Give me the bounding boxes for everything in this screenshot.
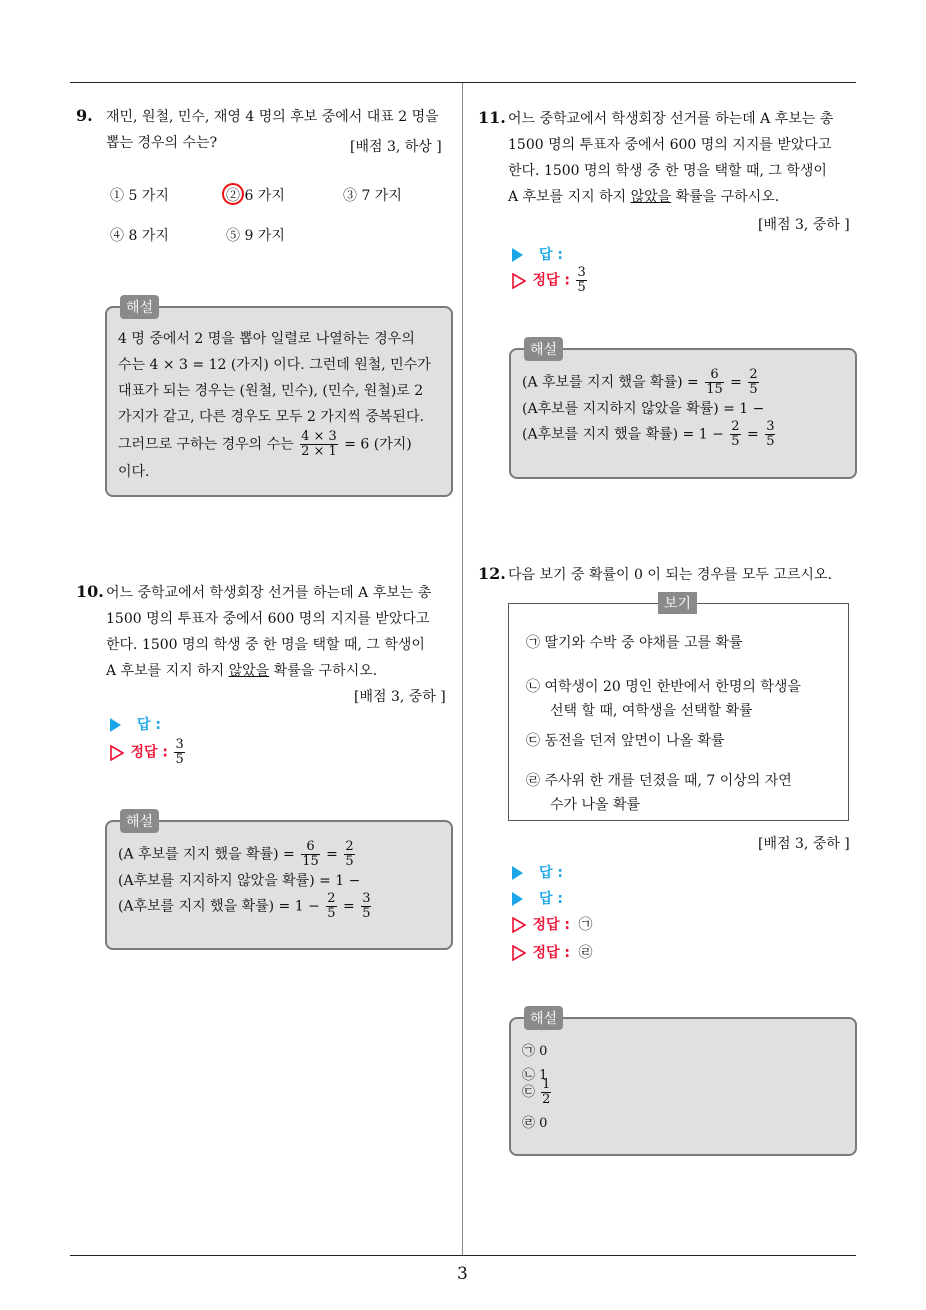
correct-answer-label: 정답 :	[532, 272, 570, 289]
outline-triangle-icon	[110, 745, 124, 761]
numerator: 1	[542, 1077, 551, 1092]
solution-text-q9	[118, 326, 431, 485]
solution-line: 수는 4 × 3 = 12 (가지) 이다. 그런데 원철, 민수가	[118, 357, 431, 373]
question-text-line2: 1500 명의 투표자 중에서 600 명의 지지를 받았다고	[106, 611, 430, 627]
play-triangle-icon	[512, 248, 523, 262]
question-number: 9.	[76, 106, 93, 125]
page-number: 3	[457, 1264, 468, 1284]
play-triangle-icon	[512, 866, 523, 880]
solution-line: (A 후보를 지지 했을 확률) = $\frac{6}{15}$ = $\frac{2}{5}$	[118, 839, 354, 869]
answer-row	[512, 888, 563, 908]
solution-line: ㉡ 1	[522, 1068, 548, 1083]
solution-tag: 해설	[524, 1006, 563, 1030]
play-triangle-icon	[110, 718, 121, 732]
correct-answer-row	[512, 266, 589, 295]
solution-tag: 해설	[120, 809, 159, 833]
solution-line	[522, 1078, 553, 1112]
solution-line: 대표가 되는 경우는 (원철, 민수), (민수, 원철)로 2	[118, 383, 424, 399]
solution-line: (A 후보를 지지 했을 확률) = $\frac{6}{15}$ = $\frac{2}{5}$	[522, 367, 758, 397]
underlined-text: 않았을	[228, 663, 270, 679]
denominator: 2	[542, 1092, 551, 1107]
question-text-line1: 어느 중학교에서 학생회장 선거를 하는데 A 후보는 총	[106, 585, 432, 601]
text: (A 후보를 지지 했을 확률) =	[522, 374, 699, 391]
numerator: 3	[766, 419, 775, 434]
fraction	[541, 1078, 551, 1107]
answer-label: 답 :	[137, 717, 161, 733]
denominator: 5	[175, 752, 184, 767]
bogi-tag: 보기	[658, 592, 697, 614]
solution-line-fraction	[118, 430, 431, 459]
question-text-line4	[508, 184, 779, 210]
correct-answer-value: ㉠	[578, 917, 593, 933]
choice-2[interactable]: ② 6 가지	[226, 188, 285, 204]
solution-line: 4 명 중에서 2 명을 뽑아 일렬로 나열하는 경우의	[118, 331, 415, 347]
text: (A후보를 지지 했을 확률) = 1 −	[118, 898, 320, 915]
correct-answer-row	[512, 914, 592, 934]
question-text-line2: 뽑는 경우의 수는?	[106, 135, 218, 151]
outline-triangle-icon	[512, 945, 526, 961]
question-text-line1: 재민, 원철, 민수, 재영 4 명의 후보 중에서 대표 2 명을	[106, 109, 439, 125]
choice-3[interactable]: ③ 7 가지	[343, 188, 402, 204]
question-text-line2: 1500 명의 투표자 중에서 600 명의 지지를 받았다고	[508, 137, 832, 153]
denominator: 5	[766, 434, 775, 449]
numerator: 4 × 3	[301, 429, 337, 444]
text: (A후보를 지지 했을 확률) = 1 −	[522, 426, 724, 443]
solution-line: (A후보를 지지하지 않았을 확률) = 1 −	[118, 873, 361, 889]
correct-answer-fraction	[174, 738, 184, 767]
question-text-line1: 다음 보기 중 확률이 0 이 되는 경우를 모두 고르시오.	[508, 567, 832, 583]
text: (A 후보를 지지 했을 확률) =	[118, 846, 295, 863]
denominator: 15	[706, 382, 723, 397]
choice-4[interactable]: ④ 8 가지	[110, 228, 169, 244]
correct-answer-row	[110, 738, 187, 767]
denominator: 5	[362, 906, 371, 921]
fraction	[344, 840, 354, 869]
question-meta: [배점 3, 중하 ]	[758, 217, 850, 233]
correct-answer-label: 정답 :	[532, 945, 570, 961]
question-text-line3: 한다. 1500 명의 학생 중 한 명을 택할 때, 그 학생이	[508, 163, 827, 179]
numerator: 2	[731, 419, 740, 434]
numerator: 3	[577, 265, 586, 280]
numerator: 2	[327, 891, 336, 906]
bogi-item: ㉢ 동전을 던져 앞면이 나올 확률	[526, 733, 725, 749]
underlined-text: 않았을	[630, 189, 672, 205]
text: A 후보를 지지 하지	[106, 663, 229, 679]
fraction	[361, 892, 371, 921]
fraction	[300, 430, 338, 459]
fraction	[326, 892, 336, 921]
correct-answer-label: 정답 :	[130, 744, 168, 761]
answer-row	[512, 244, 563, 264]
answer-label: 답 :	[539, 247, 563, 263]
question-text-line3: 한다. 1500 명의 학생 중 한 명을 택할 때, 그 학생이	[106, 637, 425, 653]
answer-row	[512, 862, 563, 882]
solution-text: = 6 (가지)	[344, 436, 412, 453]
numerator: 3	[362, 891, 371, 906]
solution-line: ㉠ 0	[522, 1044, 548, 1059]
choice-1[interactable]: ① 5 가지	[110, 188, 169, 204]
fraction	[765, 420, 775, 449]
solution-tag: 해설	[120, 295, 159, 319]
denominator: 5	[345, 854, 354, 869]
text: A 후보를 지지 하지	[508, 189, 631, 205]
denominator: 2 × 1	[301, 444, 337, 459]
denominator: 15	[302, 854, 319, 869]
solution-line: (A후보를 지지 했을 확률) = 1 − $\frac{2}{5}$ = $\frac{3}{5}$	[522, 419, 775, 449]
denominator: 5	[749, 382, 758, 397]
bogi-item: ㉡ 여학생이 20 명인 한반에서 한명의 학생을	[526, 679, 801, 695]
question-meta: [배점 3, 중하 ]	[758, 836, 850, 852]
fraction	[705, 368, 724, 397]
question-meta: [배점 3, 하상 ]	[350, 139, 442, 155]
bogi-item: 선택 할 때, 여학생을 선택할 확률	[550, 703, 753, 719]
fraction	[730, 420, 740, 449]
question-number: 11.	[478, 108, 506, 127]
denominator: 5	[577, 280, 586, 295]
solution-box-q12	[509, 1017, 857, 1156]
bogi-item: ㉠ 딸기와 수박 중 야채를 고를 확률	[526, 635, 743, 651]
question-text-line1: 어느 중학교에서 학생회장 선거를 하는데 A 후보는 총	[508, 111, 834, 127]
denominator: 5	[327, 906, 336, 921]
solution-text: 그러므로 구하는 경우의 수는	[118, 436, 294, 453]
numerator: 6	[705, 368, 724, 383]
solution-text-q11	[522, 368, 852, 450]
numerator: 2	[749, 367, 758, 382]
outline-triangle-icon	[512, 273, 526, 289]
question-meta: [배점 3, 중하 ]	[354, 689, 446, 705]
text: 확률을 구하시오.	[269, 663, 378, 679]
correct-answer-row	[512, 942, 592, 962]
denominator: 5	[731, 434, 740, 449]
solution-line: 가지가 같고, 다른 경우도 모두 2 가지씩 중복된다.	[118, 409, 424, 425]
outline-triangle-icon	[512, 917, 526, 933]
bogi-item: 수가 나올 확률	[550, 797, 641, 813]
correct-answer-fraction	[576, 266, 586, 295]
answer-label: 답 :	[539, 891, 563, 907]
solution-text-q10	[118, 840, 448, 922]
fraction	[748, 368, 758, 397]
bottom-rule	[70, 1255, 856, 1256]
question-number: 10.	[76, 582, 104, 601]
solution-line: 이다.	[118, 464, 150, 480]
text: ㉢	[522, 1085, 536, 1100]
bogi-item: ㉣ 주사위 한 개를 던졌을 때, 7 이상의 자연	[526, 773, 792, 789]
fraction	[301, 840, 320, 869]
choice-5[interactable]: ⑤ 9 가지	[226, 228, 285, 244]
question-text-line4	[106, 658, 377, 684]
correct-answer-label: 정답 :	[532, 917, 570, 933]
solution-line: ㉣ 0	[522, 1116, 548, 1131]
solution-line: (A후보를 지지 했을 확률) = 1 − $\frac{2}{5}$ = $\frac{3}{5}$	[118, 891, 371, 921]
top-rule	[70, 82, 856, 83]
numerator: 2	[345, 839, 354, 854]
play-triangle-icon	[512, 892, 523, 906]
column-divider	[462, 83, 463, 1255]
numerator: 6	[301, 840, 320, 855]
numerator: 3	[175, 737, 184, 752]
correct-answer-value: ㉣	[578, 945, 593, 961]
answer-row	[110, 714, 161, 734]
answer-label: 답 :	[539, 865, 563, 881]
text: 확률을 구하시오.	[671, 189, 780, 205]
solution-text-q12	[522, 1040, 553, 1131]
solution-line: (A후보를 지지하지 않았을 확률) = 1 −	[522, 401, 765, 417]
question-number: 12.	[478, 564, 506, 583]
solution-tag: 해설	[524, 337, 563, 361]
